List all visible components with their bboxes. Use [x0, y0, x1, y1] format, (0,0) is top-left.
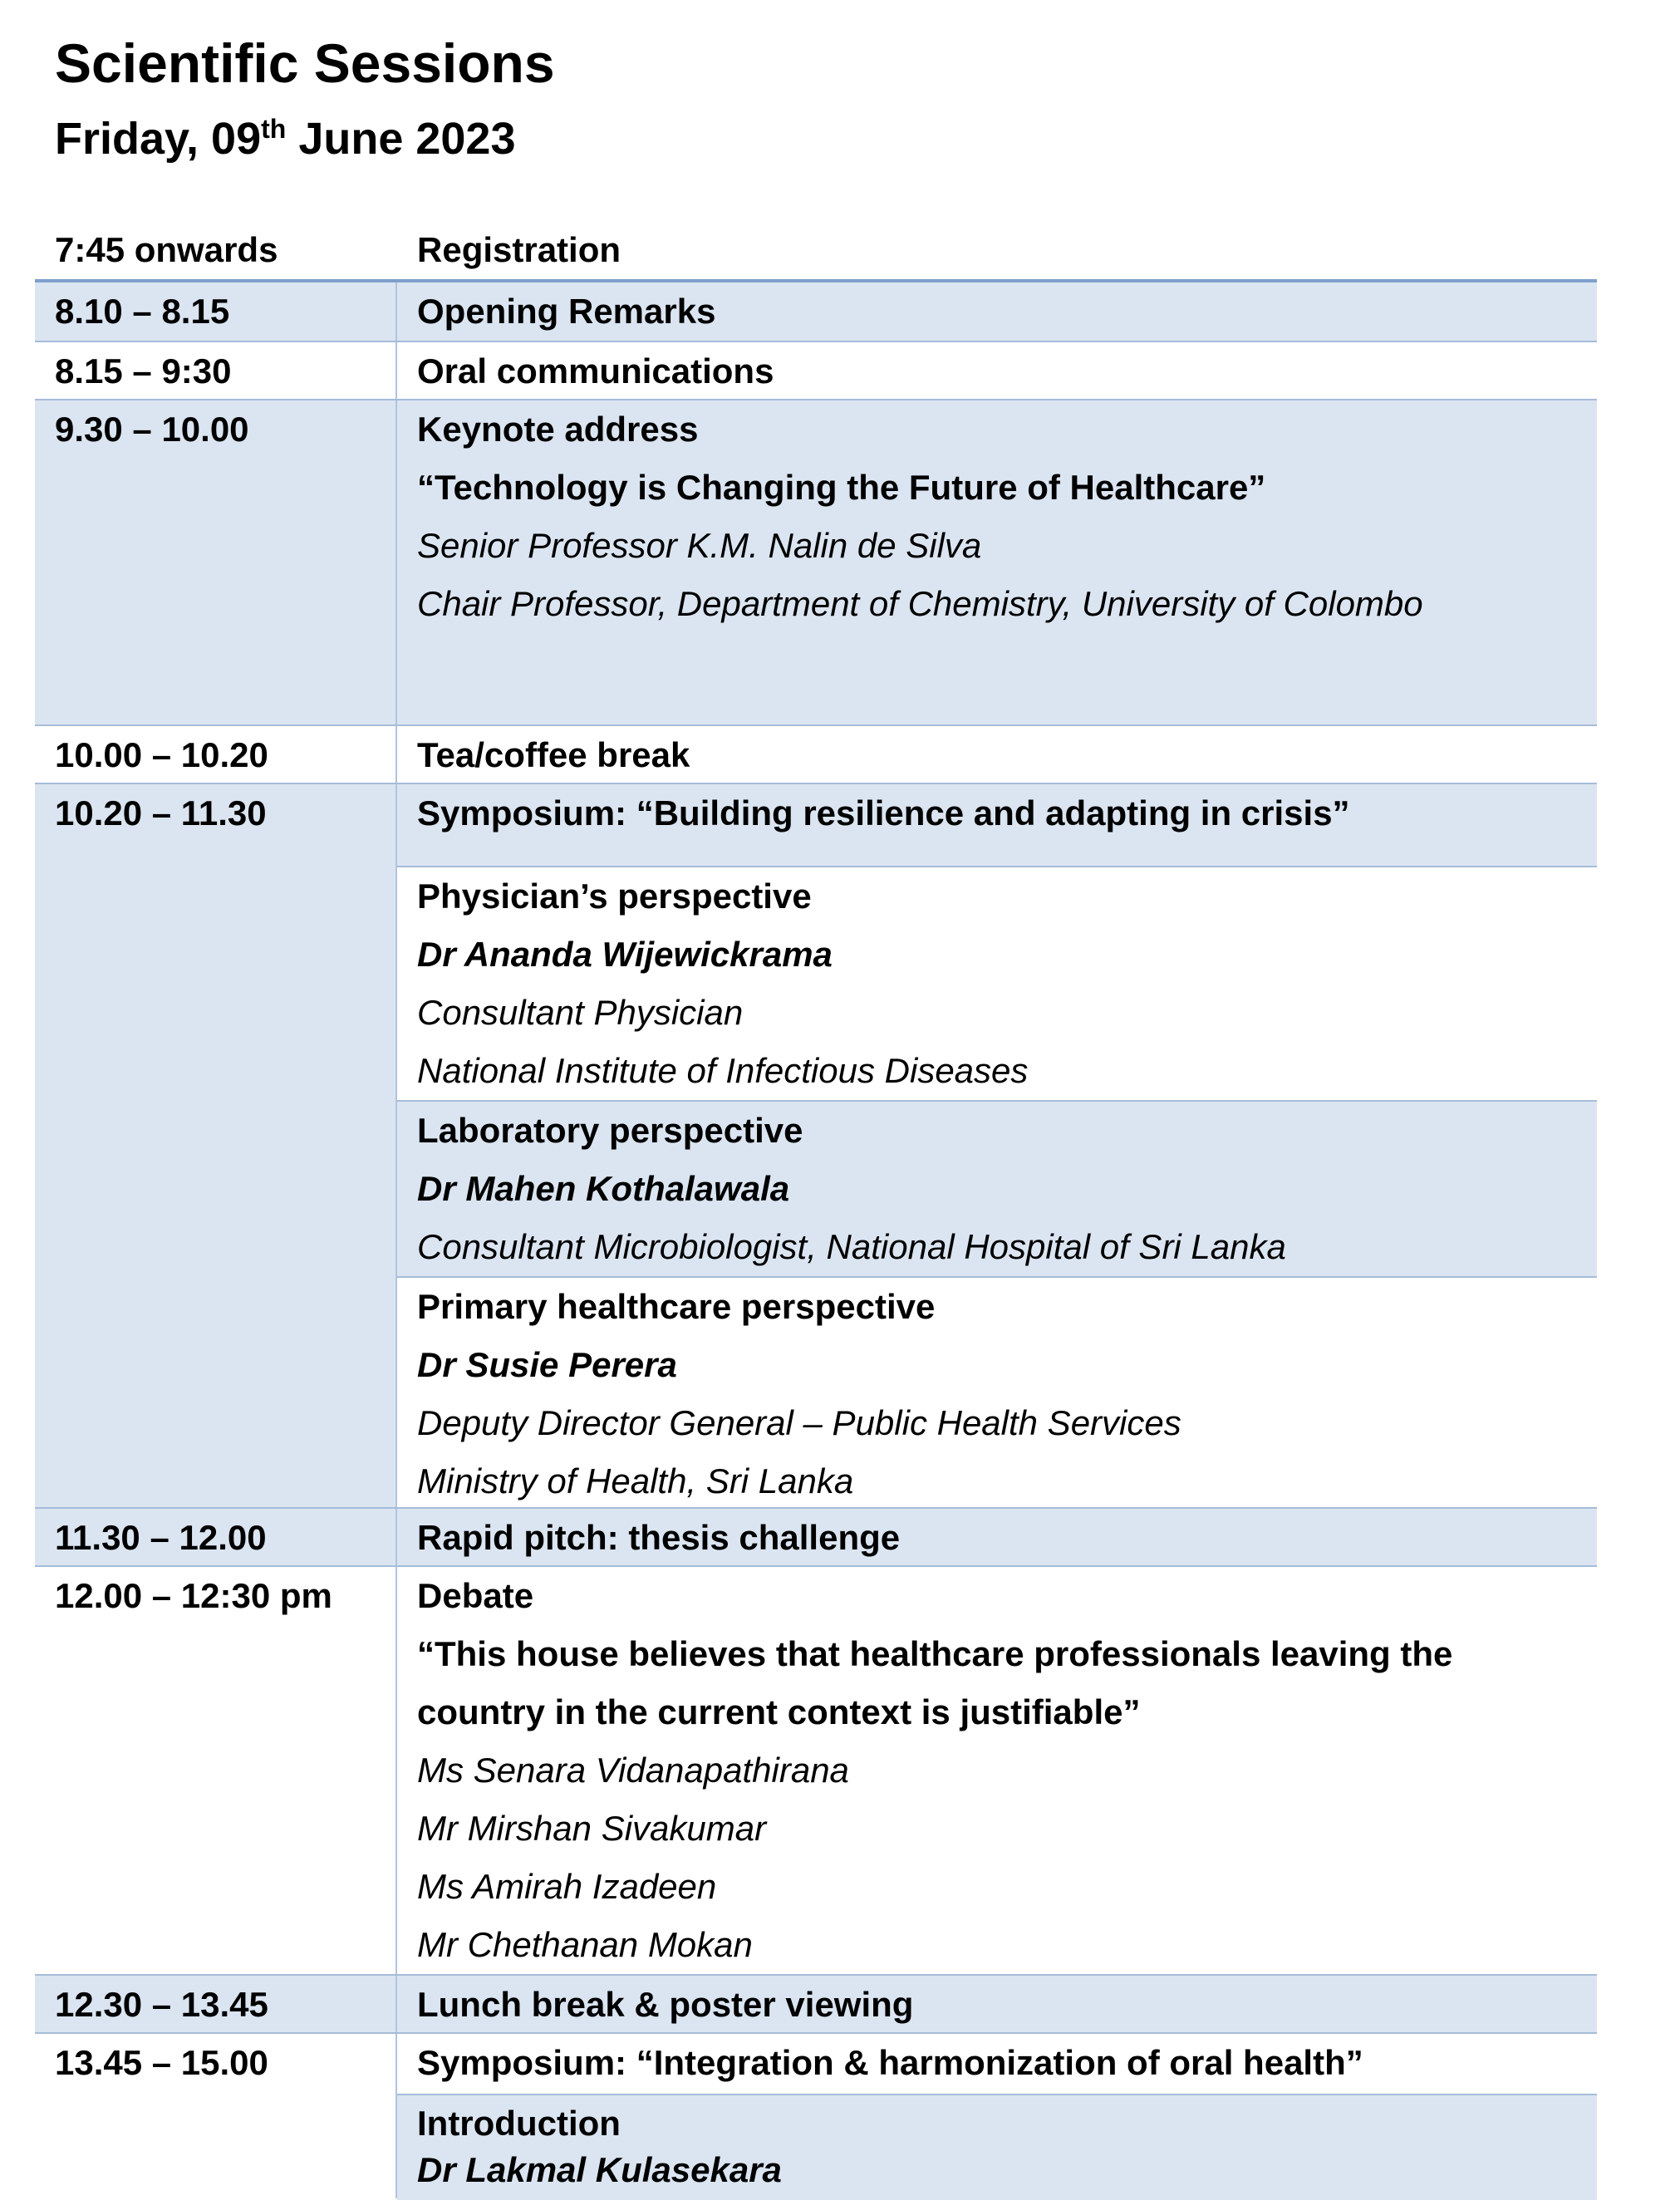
- session-role: Deputy Director General – Public Health Services: [417, 1403, 1181, 1442]
- row-label: Keynote address: [417, 410, 699, 449]
- row-time: 8.15 – 9:30: [35, 342, 397, 399]
- row-label: Tea/coffee break: [417, 735, 690, 774]
- schedule-row-keynote: [35, 399, 1597, 724]
- session-role: Consultant Microbiologist, National Hospital of Sri Lanka: [417, 1227, 1286, 1266]
- subtitle-ordinal: th: [261, 114, 287, 144]
- row-time: 11.30 – 12.00: [35, 1509, 397, 1565]
- symposium-session-3: [397, 1276, 1597, 1509]
- schedule-row-oral: [35, 341, 1597, 399]
- row-label: Registration: [417, 230, 621, 269]
- row-time: 8.10 – 8.15: [35, 282, 397, 341]
- schedule-row-opening: [35, 282, 1597, 341]
- symposium-session-2: [397, 1100, 1597, 1276]
- row-label: Lunch break & poster viewing: [417, 1985, 914, 2024]
- keynote-speaker: Senior Professor K.M. Nalin de Silva: [417, 526, 982, 565]
- session-speaker: Dr Ananda Wijewickrama: [417, 935, 833, 974]
- keynote-affiliation: Chair Professor, Department of Chemistry, University of Colombo: [417, 584, 1423, 623]
- row-time: 12.30 – 13.45: [35, 1976, 397, 2032]
- row-label: Symposium: “Building resilience and adapting in crisis”: [417, 793, 1350, 832]
- debate-motion-line-2: country in the current context is justifiable”: [417, 1692, 1141, 1731]
- session-title: Introduction: [417, 2104, 621, 2143]
- row-time: 10.00 – 10.20: [35, 726, 397, 783]
- subtitle-date: Friday, 09: [55, 114, 262, 164]
- subtitle-month-year: June 2023: [286, 114, 516, 164]
- session-title: Physician’s perspective: [417, 877, 812, 916]
- schedule-table: [35, 218, 1597, 2198]
- debater: Mr Chethanan Mokan: [417, 1925, 753, 1964]
- debater: Ms Senara Vidanapathirana: [417, 1751, 849, 1790]
- row-label: Symposium: “Integration & harmonization of oral health”: [417, 2043, 1363, 2082]
- page-title: Scientific Sessions: [55, 32, 555, 94]
- session-affiliation: Ministry of Health, Sri Lanka: [417, 1461, 854, 1500]
- row-time: 9.30 – 10.00: [35, 400, 397, 724]
- schedule-row-lunch: [35, 1974, 1597, 2032]
- session-speaker: Dr Susie Perera: [417, 1345, 677, 1384]
- debater: Mr Mirshan Sivakumar: [417, 1809, 767, 1848]
- session-title: Primary healthcare perspective: [417, 1287, 936, 1326]
- debate-motion-line-1: “This house believes that healthcare professionals leaving the: [417, 1634, 1453, 1673]
- row-time: 12.00 – 12:30 pm: [35, 1567, 397, 1974]
- row-label: Rapid pitch: thesis challenge: [417, 1518, 901, 1557]
- row-time: 10.20 – 11.30: [35, 784, 397, 1507]
- session-title: Laboratory perspective: [417, 1111, 803, 1150]
- session-role: Consultant Physician: [417, 993, 744, 1032]
- page-subtitle: [55, 110, 516, 168]
- schedule-row-debate: [35, 1565, 1597, 1974]
- schedule-row-tea: [35, 724, 1597, 783]
- symposium-introduction: [397, 2094, 1597, 2200]
- schedule-row-rapid-pitch: [35, 1507, 1597, 1565]
- schedule-row-registration: [35, 218, 1597, 282]
- debater: Ms Amirah Izadeen: [417, 1867, 717, 1906]
- schedule-row-symposium-2: [35, 2032, 1597, 2198]
- row-label: Oral communications: [417, 351, 774, 390]
- schedule-row-symposium-1: [35, 783, 1597, 1507]
- row-label: Debate: [417, 1576, 534, 1615]
- row-label: Opening Remarks: [417, 292, 716, 331]
- session-speaker: Dr Lakmal Kulasekara: [417, 2150, 782, 2189]
- symposium-session-1: [397, 866, 1597, 1100]
- session-speaker: Dr Mahen Kothalawala: [417, 1169, 790, 1208]
- row-time: 13.45 – 15.00: [35, 2034, 397, 2198]
- session-affiliation: National Institute of Infectious Diseases: [417, 1051, 1029, 1090]
- keynote-talk-title: “Technology is Changing the Future of Healthcare”: [417, 468, 1266, 507]
- row-time: 7:45 onwards: [55, 230, 278, 269]
